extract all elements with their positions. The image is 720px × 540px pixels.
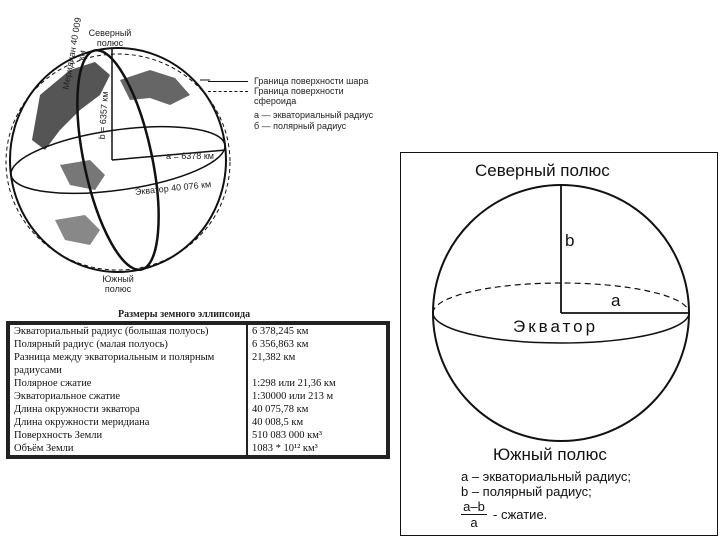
globe-polar-label: b = 6357 км [96,91,111,140]
table-row [8,403,388,416]
table-cell-parameter: Длина окружности меридиана [8,416,247,429]
legend-text: а — экваториальный радиус [254,110,374,120]
table-cell-parameter: Экваториальное сжатие [8,390,247,403]
table-cell-value: 40 008,5 км [247,416,388,429]
table-cell-value: 1:30000 или 213 м [247,390,388,403]
ellipsoid-figure [400,152,718,536]
ellipsoid-b-label: b [565,231,575,250]
fraction-denominator: a [470,515,478,530]
globe-drawing [0,0,420,300]
globe-equatorial-label: a = 6378 км [166,151,214,161]
table-cell-value: 6 356,863 км [247,338,388,351]
table-cell-parameter: Длина окружности экватора [8,403,247,416]
fraction-numerator: a–b [461,499,487,515]
legend-item-equatorial [208,110,404,120]
ellipsoid-south-pole-label: Южный полюс [493,445,607,464]
legend-text: Граница поверхности шара [254,76,369,86]
legend-text: Граница поверхности сфероида [254,86,344,106]
ellipsoid-caption-a: a – экваториальный радиус; [461,469,631,484]
table-cell-value: 1:298 или 21,36 км [247,377,388,390]
legend-text: б — полярный радиус [254,121,347,131]
legend-item-spheroid [208,86,354,106]
table-cell-parameter: Разница между экваториальным и полярным радиусами [8,351,247,377]
legend-solid-line [208,81,248,82]
ellipsoid-a-label: a [611,291,621,310]
ellipsoid-fraction-text: - сжатие. [493,507,548,522]
table-cell-parameter: Экваториальный радиус (большая полуось) [8,323,247,338]
globe-meridian-label: Меридиан 40 009 км [60,16,88,91]
globe-land-3 [60,160,105,190]
table-cell-parameter: Полярный радиус (малая полуось) [8,338,247,351]
legend-item-polar [208,121,404,131]
table-cell-value: 21,382 км [247,351,388,377]
ellipsoid-equator-label: Экватор [513,317,599,336]
table-row [8,351,388,377]
globe-south-pole-label: Южный полюс [102,274,134,294]
table-cell-parameter: Объём Земли [8,442,247,457]
dimensions-table [6,321,390,459]
table-cell-value: 6 378,245 км [247,323,388,338]
table-row [8,323,388,338]
table-row [8,377,388,390]
ellipsoid-caption-b: b – полярный радиус; [461,484,592,499]
table-row [8,442,388,457]
globe-north-pole-label: Северный полюс [88,28,132,48]
table-cell-value: 510 083 000 км³ [247,429,388,442]
legend-dashed-line [208,91,248,92]
table-row [8,429,388,442]
table-row [8,390,388,403]
table-row [8,416,388,429]
table-cell-value: 40 075,78 км [247,403,388,416]
globe-equator-label: Экватор 40 076 км [134,179,212,197]
legend-item-sphere [208,76,404,86]
ellipsoid-north-pole-label: Северный полюс [475,161,610,180]
table-cell-parameter: Полярное сжатие [8,377,247,390]
table-title: Размеры земного эллипсоида [118,309,251,320]
table-cell-parameter: Поверхность Земли [8,429,247,442]
globe-figure [0,0,420,300]
table-row [8,338,388,351]
ellipsoid-fraction [461,499,487,530]
table-cell-value: 1083 * 10¹² км³ [247,442,388,457]
globe-land-4 [55,215,100,245]
